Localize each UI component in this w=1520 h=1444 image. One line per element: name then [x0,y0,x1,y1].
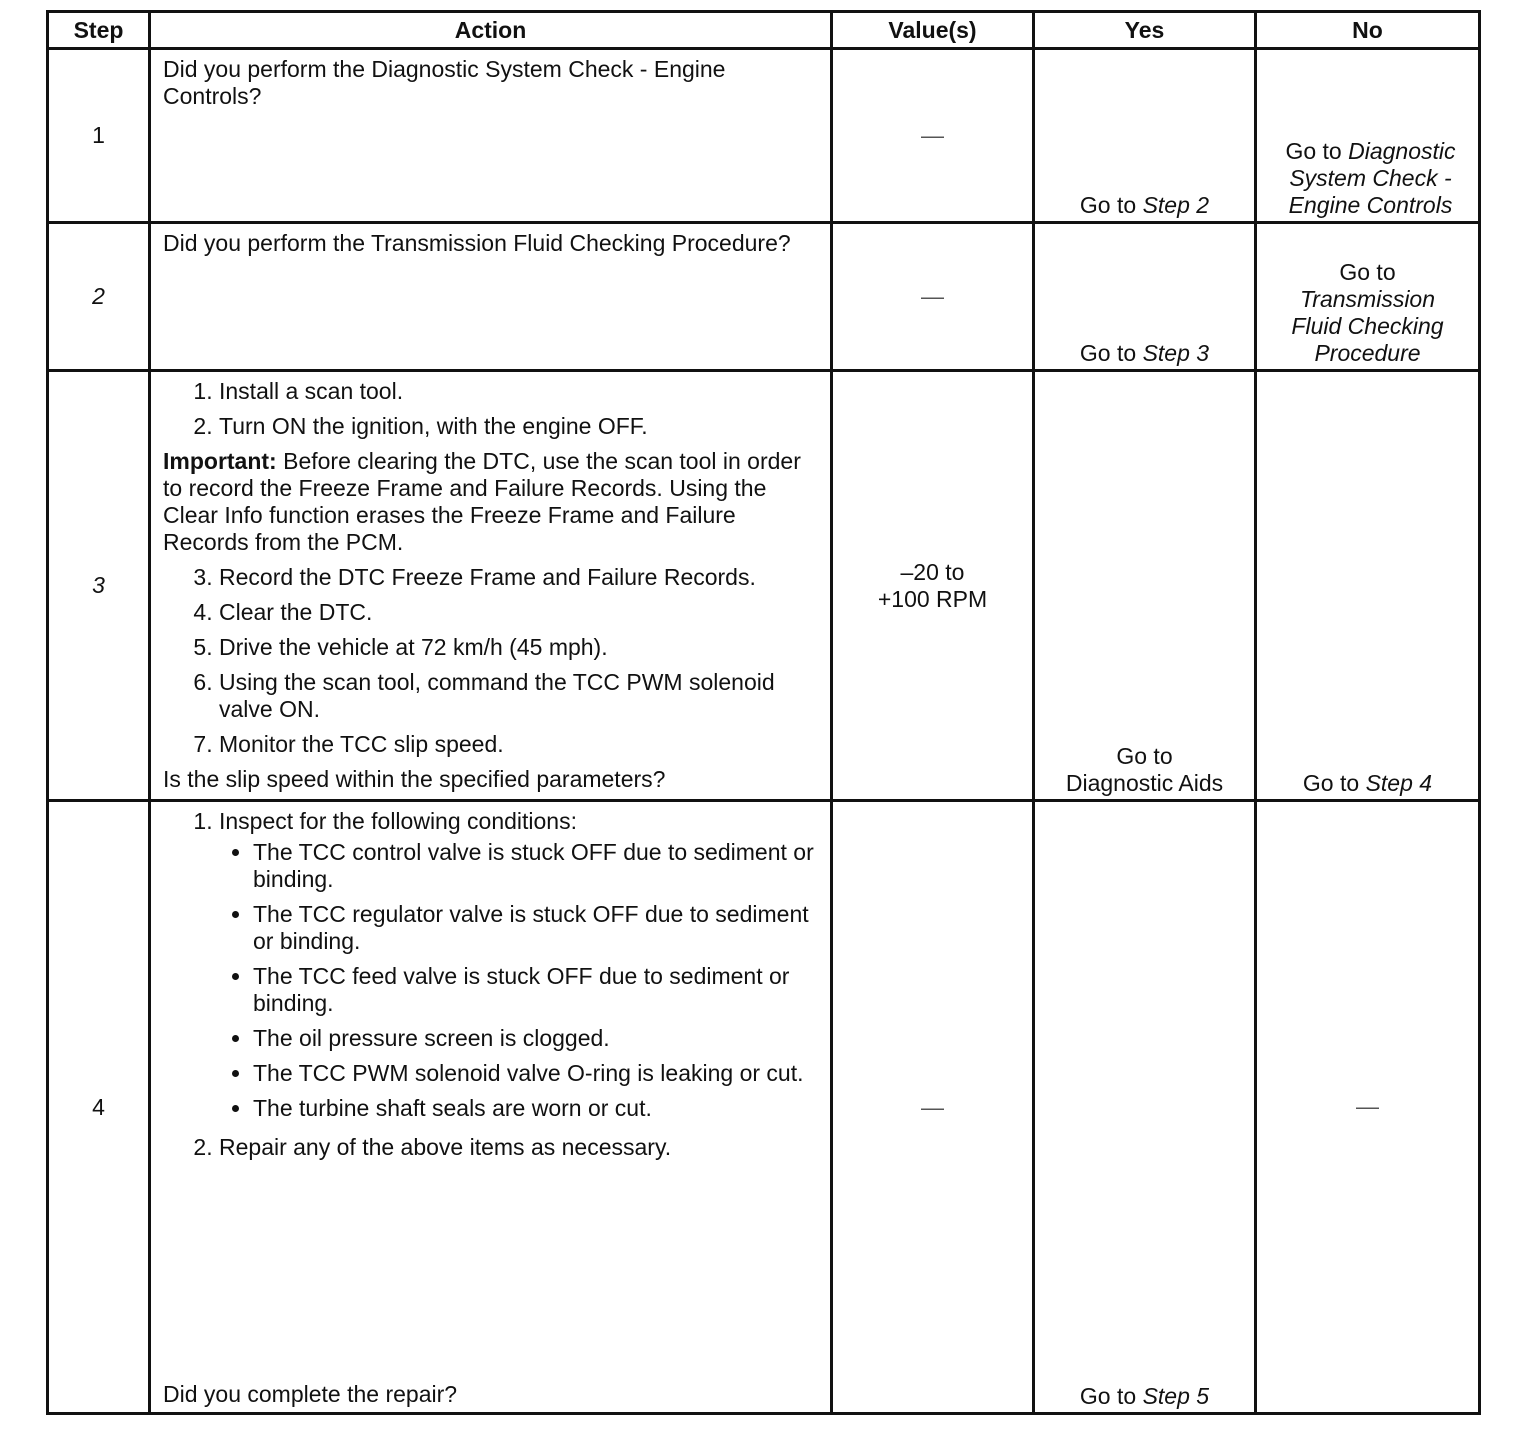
yes-cell [1034,801,1256,1414]
step-number: 1 [48,49,150,223]
table-row [48,223,1480,371]
yes-prefix: Go to [1079,1383,1143,1409]
condition-item: • The TCC PWM solenoid valve O-ring is leaking or cut. [253,1060,820,1087]
list-item: 2. Turn ON the ignition, with the engine OFF. [219,413,820,440]
action-question: Did you complete the repair? [163,1381,458,1407]
no-cell: — [1256,801,1480,1414]
table-row [48,371,1480,801]
important-note [163,448,820,556]
condition-list [219,839,820,1122]
condition-item: • The TCC regulator valve is stuck OFF due to sediment or binding. [253,901,820,955]
no-target-link[interactable]: Step 4 [1365,770,1433,796]
action-text: Did you perform the Diagnostic System Check - Engine Controls? [150,49,832,223]
step-number: 4 [48,801,150,1414]
action-steps [163,808,820,1161]
important-text: Before clearing the DTC, use the scan tool in order to record the Freeze Frame and Failure Records. Using the Clear Info function erases the Freeze Frame and Failure Records from the PCM. [163,448,801,555]
list-item: 6. Using the scan tool, command the TCC PWM solenoid valve ON. [219,669,820,723]
condition-item: • The turbine shaft seals are worn or cut. [253,1095,820,1122]
no-prefix: Go to [1285,138,1349,164]
list-item: 5. Drive the vehicle at 72 km/h (45 mph). [219,634,820,661]
condition-item: • The TCC feed valve is stuck OFF due to sediment or binding. [253,963,820,1017]
step-number: 3 [48,371,150,801]
list-item: 2. Repair any of the above items as necessary. [219,1134,820,1161]
yes-target-link[interactable]: Diagnostic Aids [1065,770,1224,796]
yes-target-link[interactable]: Step 5 [1142,1383,1210,1409]
list-item: 4. Clear the DTC. [219,599,820,626]
action-cell [150,801,832,1414]
condition-item: • The TCC control valve is stuck OFF due to sediment or binding. [253,839,820,893]
list-item-text: Inspect for the following conditions: [219,808,577,834]
list-item: 1. Install a scan tool. [219,378,820,405]
value-cell: — [832,223,1034,371]
no-prefix: Go to [1339,259,1396,285]
value-line: –20 to [900,558,965,585]
no-target-link[interactable]: Transmission Fluid Checking Procedure [1291,286,1444,366]
step-number: 2 [48,223,150,371]
no-prefix: Go to [1302,770,1366,796]
value-line: +100 RPM [877,585,988,612]
list-item: 3. Record the DTC Freeze Frame and Failure Records. [219,564,820,591]
yes-prefix: Go to [1079,340,1143,366]
yes-target-link[interactable]: Step 2 [1142,192,1210,218]
yes-prefix: Go to [1079,192,1143,218]
yes-cell [1034,371,1256,801]
diagnostic-table [46,10,1481,1415]
header-values: Value(s) [832,12,1034,49]
yes-prefix: Go to [1116,743,1173,769]
action-text: Did you perform the Transmission Fluid Checking Procedure? [150,223,832,371]
header-step: Step [48,12,150,49]
action-cell [150,371,832,801]
yes-target-link[interactable]: Step 3 [1142,340,1210,366]
list-item: 7. Monitor the TCC slip speed. [219,731,820,758]
no-cell [1256,371,1480,801]
value-cell: — [832,49,1034,223]
header-action: Action [150,12,832,49]
list-item [219,808,820,1122]
condition-item: • The oil pressure screen is clogged. [253,1025,820,1052]
no-cell [1256,49,1480,223]
no-target-link[interactable]: Diagnostic System Check - Engine Controls [1288,138,1456,218]
header-row [48,12,1480,49]
no-cell [1256,223,1480,371]
action-question: Is the slip speed within the specified parameters? [163,766,666,792]
table-row [48,49,1480,223]
yes-cell [1034,223,1256,371]
table-row [48,801,1480,1414]
value-cell: — [832,801,1034,1414]
action-steps-b [163,564,820,758]
action-steps-a [163,378,820,440]
yes-cell [1034,49,1256,223]
value-cell [832,371,1034,801]
header-yes: Yes [1034,12,1256,49]
important-label: Important: [163,448,277,474]
header-no: No [1256,12,1480,49]
